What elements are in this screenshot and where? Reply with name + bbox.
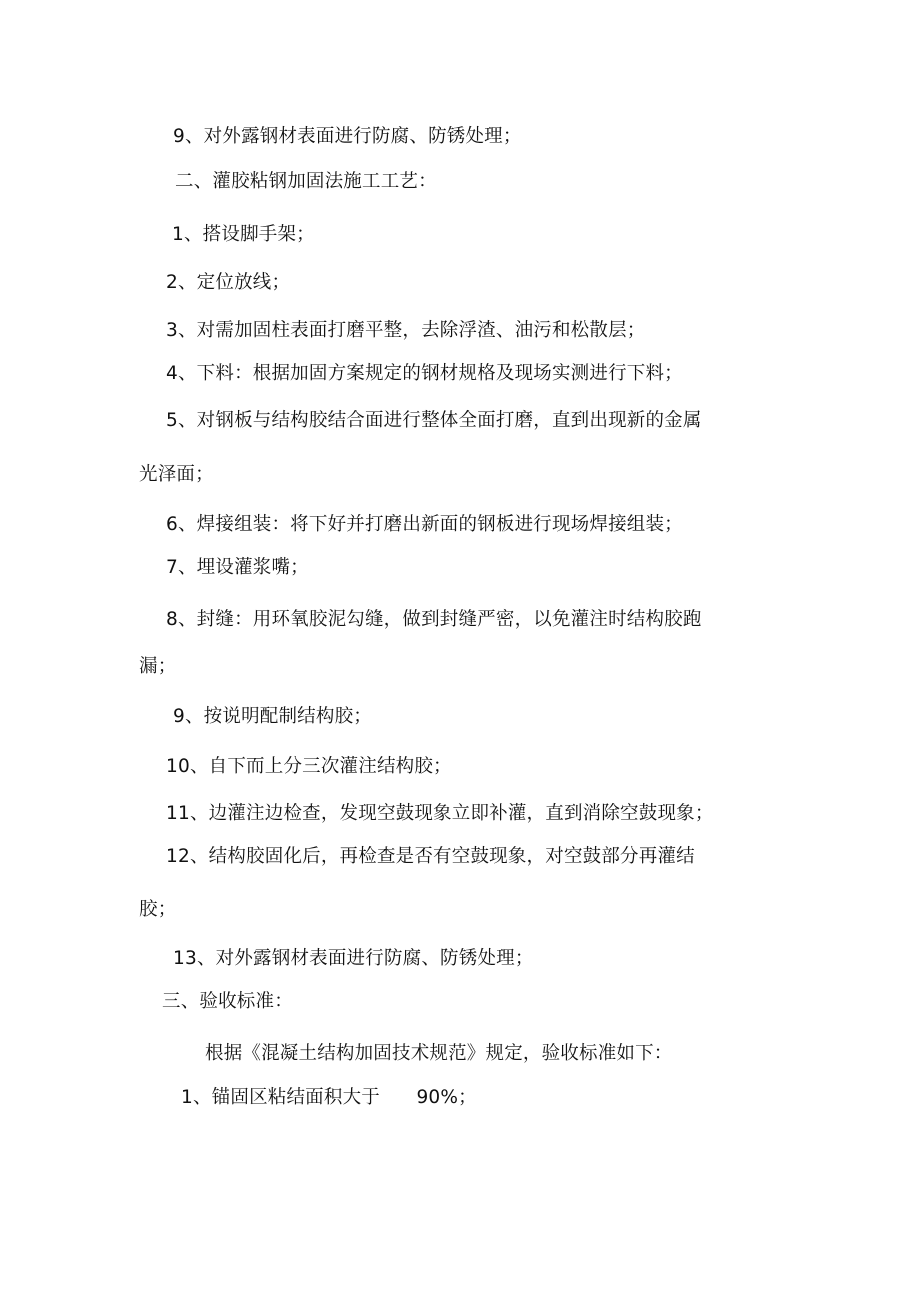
step-5-grind-steel: 5、对钢板与结构胶结合面进行整体全面打磨，直到出现新的金属 (166, 410, 702, 431)
step-12-continuation: 胶； (139, 899, 177, 920)
step-1-scaffold: 1、搭设脚手架； (172, 224, 315, 245)
acceptance-intro: 根据《混凝土结构加固技术规范》规定，验收标准如下： (205, 1043, 673, 1064)
step-6-weld: 6、焊接组装：将下好并打磨出新面的钢板进行现场焊接组装； (166, 514, 683, 535)
step-11-inspect: 11、边灌注边检查，发现空鼓现象立即补灌，直到消除空鼓现象； (166, 803, 714, 824)
section-3-heading: 三、验收标准： (162, 991, 293, 1012)
step-8-seal: 8、封缝：用环氧胶泥勾缝，做到封缝严密，以免灌注时结构胶跑 (166, 609, 702, 630)
step-9-prepare-glue: 9、按说明配制结构胶； (173, 706, 372, 727)
section-2-heading: 二、灌胶粘钢加固法施工工艺： (175, 171, 437, 192)
step-8-continuation: 漏； (139, 656, 177, 677)
step-7-nozzles: 7、埋设灌浆嘴； (166, 557, 309, 578)
acceptance-item-1: 1、锚固区粘结面积大于 90%； (181, 1087, 477, 1108)
step-4-cutting: 4、下料：根据加固方案规定的钢材规格及现场实测进行下料； (166, 363, 683, 384)
step-13-anticorrosion: 13、对外露钢材表面进行防腐、防锈处理； (173, 948, 534, 969)
step-12-recheck: 12、结构胶固化后，再检查是否有空鼓现象，对空鼓部分再灌结 (166, 846, 695, 867)
step-5-continuation: 光泽面； (139, 464, 214, 485)
step-2-layout: 2、定位放线； (166, 272, 291, 293)
step-3-grind-column: 3、对需加固柱表面打磨平整，去除浮渣、油污和松散层； (166, 320, 646, 341)
step-9-anticorrosion-1: 9、对外露钢材表面进行防腐、防锈处理； (173, 126, 522, 147)
step-10-inject: 10、自下而上分三次灌注结构胶； (166, 756, 452, 777)
